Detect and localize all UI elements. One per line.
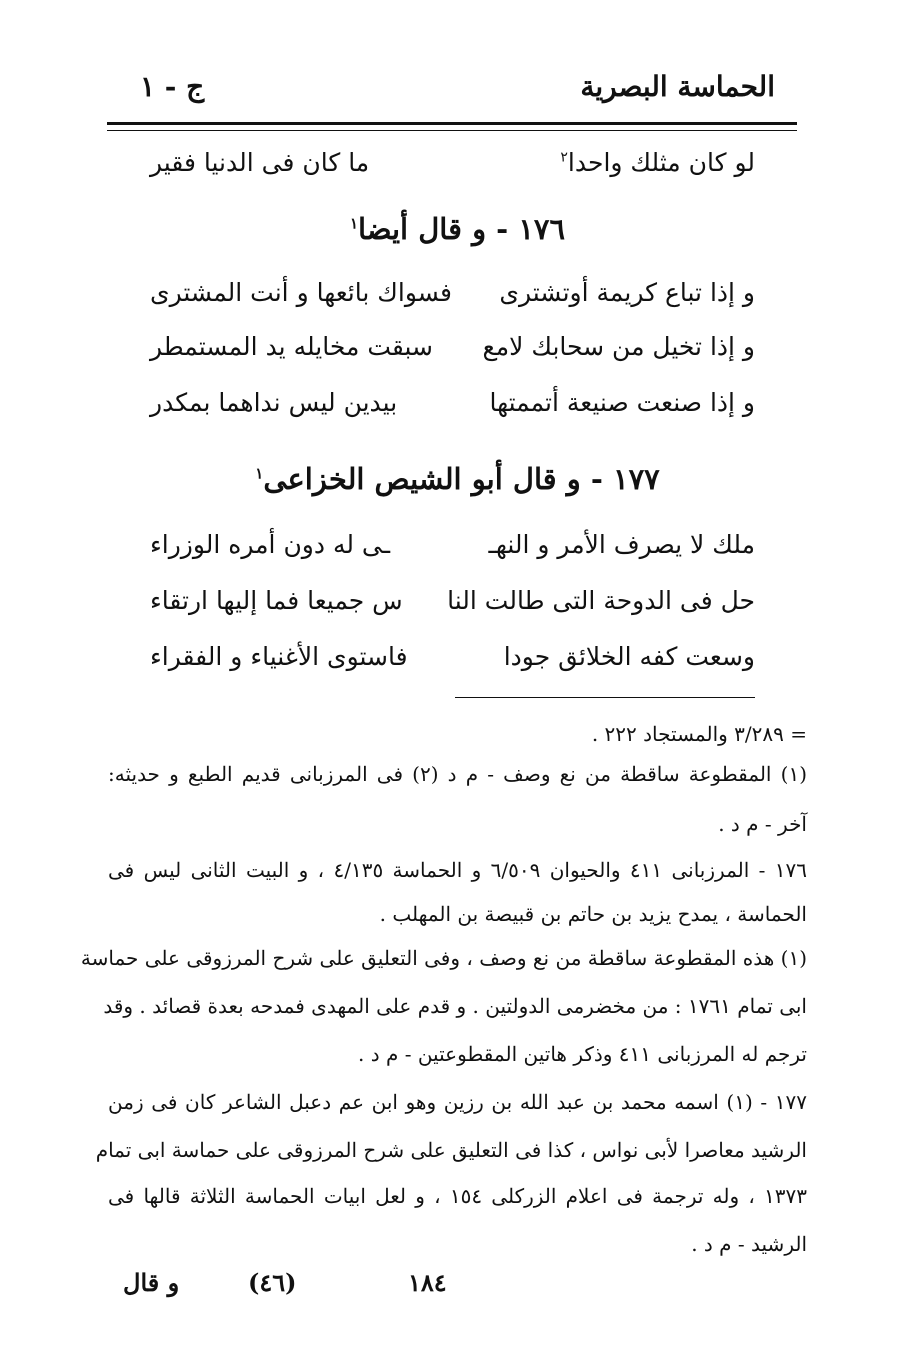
running-title: الحماسة البصرية xyxy=(580,70,775,103)
verse-line xyxy=(150,148,755,190)
verse-first-hemistich: و إذا صنعت صنيعة أتممتها xyxy=(489,388,755,417)
verse-first-hemistich: ملك لا يصرف الأمر و النهـ xyxy=(488,530,755,559)
verse-second-hemistich: بيدين ليس نداهما بمكدر xyxy=(150,388,398,417)
footnote-line: آخر - م د . xyxy=(718,812,807,836)
footnote-line: = ٣/٢٨٩ والمستجاد ٢٢٢ . xyxy=(591,722,807,746)
footnote-separator xyxy=(455,697,755,698)
verse-first-hemistich: و إذا تباع كريمة أوتشترى xyxy=(499,278,755,307)
verse-line xyxy=(150,530,755,572)
header-rule-thin xyxy=(107,130,797,131)
verse-line xyxy=(150,332,755,374)
footnote-line: الحماسة ، يمدح يزيد بن حاتم بن قبيصة بن المهلب . xyxy=(379,902,807,926)
footnote-line: ١٣٧٣ ، وله ترجمة فى اعلام الزركلى ١٥٤ ، و لعل ابيات الحماسة الثلاثة قالها فى xyxy=(108,1184,808,1208)
verse-line xyxy=(150,642,755,684)
volume-label: ج - ١ xyxy=(140,70,205,103)
footnote-line: ابى تمام ١٧٦١ : من مخضرمى الدولتين . و قدم على المهدى فمدحه بعدة قصائد . وقد xyxy=(103,994,807,1018)
verse-first-hemistich: و إذا تخيل من سحابك لامع xyxy=(482,332,755,361)
poem-heading: ١٧٦ - و قال أيضا$^١$ xyxy=(349,212,566,246)
footnote-line: ترجم له المرزبانى ٤١١ وذكر هاتين المقطوعتين - م د . xyxy=(358,1042,807,1066)
header-rule-thick xyxy=(107,122,797,125)
verse-second-hemistich: ما كان فى الدنيا فقير xyxy=(150,148,370,177)
verse-second-hemistich: ـى له دون أمره الوزراء xyxy=(150,530,391,559)
footnote-line: (١) المقطوعة ساقطة من نع وصف - م د (٢) فى المرزبانى قديم الطبع و حديثه: xyxy=(108,762,807,786)
footnote-line: (١) هذه المقطوعة ساقطة من نع وصف ، وفى التعليق على شرح المرزوقى على حماسة xyxy=(80,946,807,970)
verse-first-hemistich: وسعت كفه الخلائق جودا xyxy=(503,642,755,671)
verse-line xyxy=(150,278,755,320)
verse-line xyxy=(150,586,755,628)
page-number: ١٨٤ xyxy=(408,1268,447,1297)
verse-second-hemistich: س جميعا فما إليها ارتقاء xyxy=(150,586,403,615)
footnote-line: الرشيد معاصرا لأبى نواس ، كذا فى التعليق على شرح المرزوقى على حماسة ابى تمام xyxy=(95,1138,807,1162)
verse-first-hemistich: لو كان مثلك واحدا$^٢$ xyxy=(560,148,755,177)
catchword: و قال xyxy=(123,1268,180,1297)
original-page-number: (٤٦) xyxy=(248,1268,297,1297)
footnote-line: الرشيد - م د . xyxy=(691,1232,807,1256)
verse-second-hemistich: فاستوى الأغنياء و الفقراء xyxy=(150,642,408,671)
verse-line xyxy=(150,388,755,430)
poem-heading: ١٧٧ - و قال أبو الشيص الخزاعى$^١$ xyxy=(255,462,660,496)
footnote-line: ١٧٧ - (١) اسمه محمد بن عبد الله بن رزين وهو ابن عم دعبل الشاعر كان فى زمن xyxy=(108,1090,807,1114)
verse-second-hemistich: سبقت مخايله يد المستمطر xyxy=(150,332,434,361)
verse-first-hemistich: حل فى الدوحة التى طالت النا xyxy=(447,586,755,615)
verse-second-hemistich: فسواك بائعها و أنت المشترى xyxy=(150,278,452,307)
footnote-line: ١٧٦ - المرزبانى ٤١١ والحيوان ٦/٥٠٩ و الحماسة ٤/١٣٥ ، و البيت الثانى ليس فى xyxy=(108,858,807,882)
